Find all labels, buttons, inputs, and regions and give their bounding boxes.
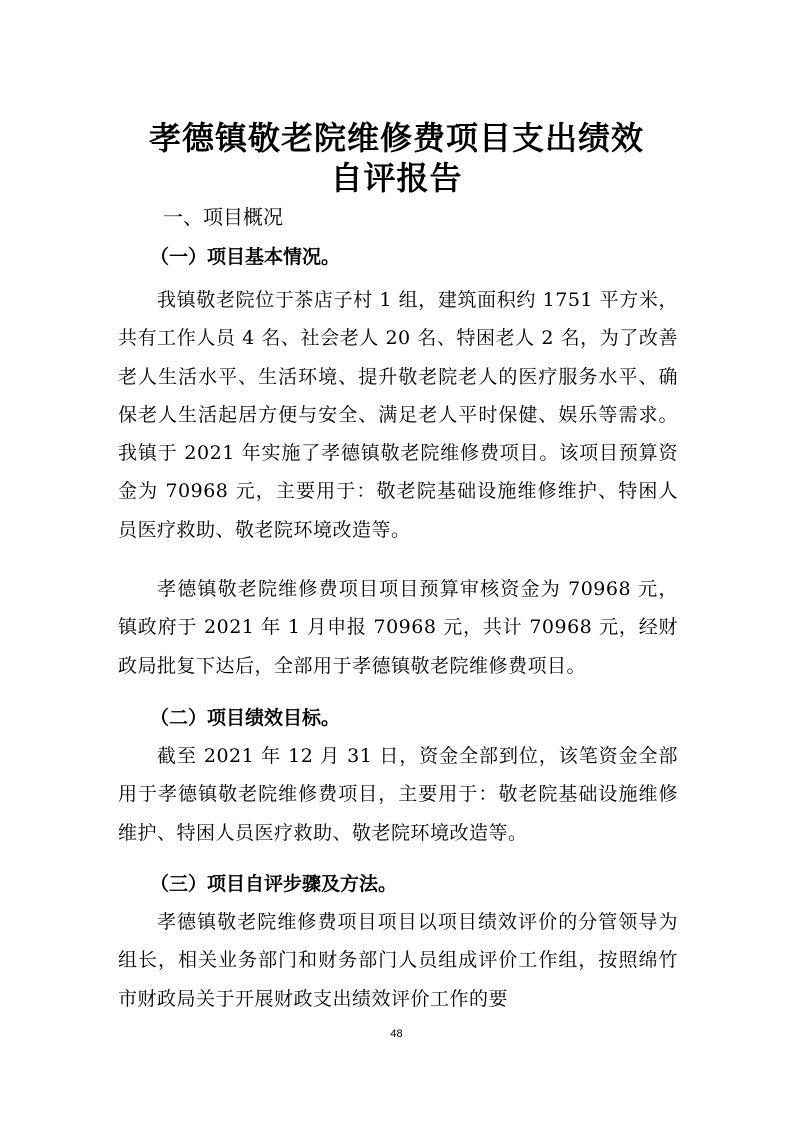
paragraph-evaluation-method: 孝德镇敬老院维修费项目项目以项目绩效评价的分管领导为组长，相关业务部门和财务部门人员组成评价工作组，按照绵竹市财政局关于开展财政支出绩效评价工作的要 — [118, 911, 678, 1010]
paragraph-basic-info-2: 孝德镇敬老院维修费项目项目预算审核资金为 70968 元，镇政府于 2021 年 1 月申报 70968 元，共计 70968 元，经财政局批复下达后，全部用于孝德镇敬老院维修费项目。 — [118, 578, 678, 677]
page-number: 48 — [390, 1028, 403, 1040]
subsection-heading-performance-goals: （二）项目绩效目标。 — [150, 707, 341, 729]
report-title-line-1: 孝德镇敬老院维修费项目支出绩效 — [148, 119, 644, 157]
subsection-heading-evaluation-method: （三）项目自评步骤及方法。 — [150, 873, 398, 895]
paragraph-basic-info-1: 我镇敬老院位于茶店子村 1 组，建筑面积约 1751 平方米，共有工作人员 4 名、社会老人 20 名、特困老人 2 名，为了改善老人生活水平、生活环境、提升敬老院老人的医疗服务水平、确保老人生活起居方便与安全、满足老人平时保健、娱乐等需求。我镇于 2021 年实施了孝德镇敬老院维修费项目。该项目预算资金为 70968 元，主要用于：敬老院基础设施维修维护、特困人员医疗救助、敬老院环境改造等。 — [118, 289, 678, 541]
section-heading-project-overview: 一、项目概况 — [163, 205, 283, 229]
report-title-line-2: 自评报告 — [330, 159, 463, 197]
paragraph-performance-goals: 截至 2021 年 12 月 31 日，资金全部到位，该笔资金全部用于孝德镇敬老院维修费项目，主要用于：敬老院基础设施维修维护、特困人员医疗救助、敬老院环境改造等。 — [118, 745, 678, 844]
subsection-heading-basic-info: （一）项目基本情况。 — [150, 246, 341, 268]
